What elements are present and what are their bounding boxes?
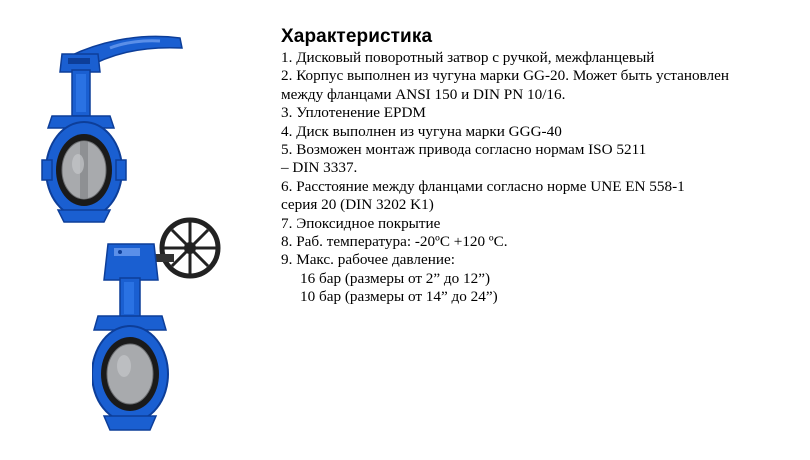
spec-line: 5. Возможен монтаж привода согласно нормам ISO 5211 [281,141,647,159]
butterfly-valve-gear-image [92,214,242,444]
spec-line: серия 20 (DIN 3202 K1) [281,196,434,214]
spec-line: 9. Макс. рабочее давление: [281,251,455,269]
spec-line: 4. Диск выполнен из чугуна марки GGG-40 [281,122,562,140]
valve-lever-icon [42,36,182,222]
valve-handwheel-icon [92,220,218,430]
spec-line: 1. Дисковый поворотный затвор с ручкой, межфланцевый [281,49,655,66]
spec-list [281,49,781,307]
spec-line: 6. Расстояние между фланцами согласно норме UNE EN 558-1 [281,177,685,195]
spec-line: 2. Корпус выполнен из чугуна марки GG-20. Может быть установлен [281,67,729,85]
butterfly-valve-lever-image [40,14,190,224]
spec-line: – DIN 3337. [281,159,358,177]
spec-line: 3. Уплотенение EPDM [281,104,426,122]
spec-line: 7. Эпоксидное покрытие [281,214,441,232]
spec-line: 8. Раб. температура: -20ºC +120 ºC. [281,233,508,251]
spec-line: между фланцами ANSI 150 и DIN PN 10/16. [281,85,566,103]
spec-title: Характеристика [281,26,433,47]
spec-line: 10 бар (размеры от 14” до 24”) [300,288,498,306]
specifications [281,26,781,307]
spec-line: 16 бар (размеры от 2” до 12”) [300,269,491,287]
